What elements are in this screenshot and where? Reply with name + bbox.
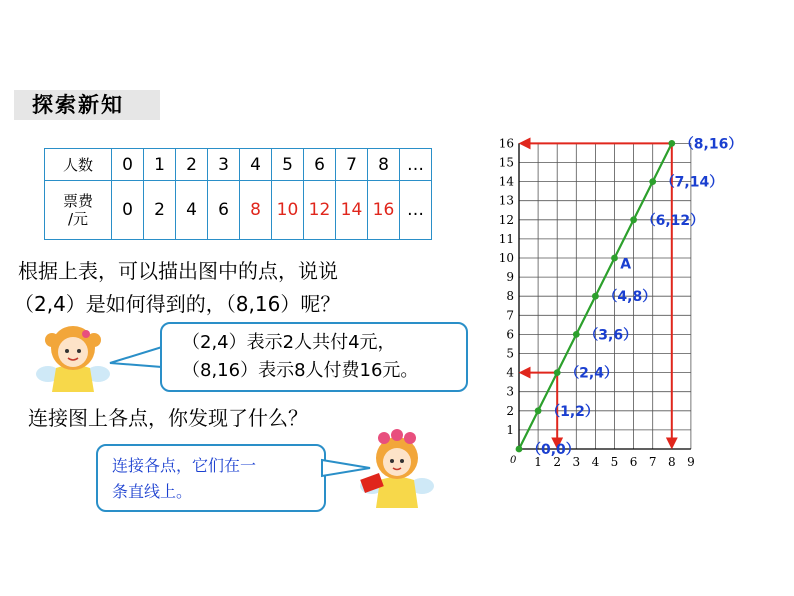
y-tick-label: 5 bbox=[506, 346, 514, 361]
table-row-people bbox=[45, 149, 432, 181]
coordinate-graph bbox=[480, 128, 743, 474]
y-tick-label: 13 bbox=[498, 193, 514, 208]
data-table bbox=[44, 148, 432, 240]
table-cell: 2 bbox=[176, 149, 208, 181]
y-tick-label: 8 bbox=[506, 289, 514, 304]
table-cell: 4 bbox=[176, 181, 208, 240]
x-tick-label: 5 bbox=[610, 455, 619, 469]
data-point bbox=[611, 255, 618, 262]
data-point bbox=[649, 178, 656, 185]
point-label: （1,2） bbox=[546, 403, 599, 420]
speech-bubble-1 bbox=[160, 322, 468, 392]
y-tick-label: 12 bbox=[498, 212, 514, 227]
girl-character-icon bbox=[34, 318, 112, 396]
table-cell: 6 bbox=[304, 149, 336, 181]
data-point bbox=[573, 331, 580, 338]
origin-label: 0 bbox=[510, 455, 517, 466]
x-tick-label: 4 bbox=[591, 455, 600, 469]
table-cell: 7 bbox=[336, 149, 368, 181]
y-tick-label: 10 bbox=[498, 251, 514, 265]
y-tick-label: 11 bbox=[498, 231, 514, 246]
x-tick-label: 6 bbox=[629, 455, 638, 469]
y-tick-label: 4 bbox=[506, 365, 514, 380]
table-cell: 5 bbox=[272, 149, 304, 181]
data-point bbox=[554, 369, 561, 376]
y-tick-label: 2 bbox=[506, 403, 514, 418]
table-cell: 4 bbox=[240, 149, 272, 181]
bubble-line: （2,4）表示2人共付4元， bbox=[182, 332, 396, 353]
table-header-fees bbox=[45, 181, 112, 240]
data-point bbox=[535, 407, 542, 414]
point-label: （0,0） bbox=[527, 442, 580, 458]
x-tick-label: 1 bbox=[534, 455, 542, 469]
table-cell: 8 bbox=[240, 181, 272, 240]
point-label: （8,16） bbox=[679, 136, 743, 153]
y-tick-label: 15 bbox=[498, 155, 514, 170]
table-row-fees bbox=[45, 181, 432, 240]
table-cell: 0 bbox=[112, 181, 144, 240]
data-point bbox=[592, 293, 599, 300]
table-cell: … bbox=[400, 149, 432, 181]
table-cell: 14 bbox=[336, 181, 368, 240]
table-cell: 1 bbox=[144, 149, 176, 181]
data-point bbox=[630, 216, 637, 223]
bubble-line: （8,16）表示8人付费16元。 bbox=[182, 360, 419, 381]
x-tick-label: 8 bbox=[667, 455, 676, 469]
y-tick-label: 9 bbox=[506, 270, 514, 285]
section-title: 探索新知 bbox=[14, 90, 160, 120]
point-label: （4,8） bbox=[603, 289, 657, 306]
table-cell: … bbox=[400, 181, 432, 240]
girl-reading-icon bbox=[356, 428, 438, 514]
table-cell: 10 bbox=[272, 181, 304, 240]
point-labels bbox=[527, 136, 742, 458]
x-tick-label: 9 bbox=[687, 455, 695, 469]
data-point bbox=[668, 140, 675, 147]
question-line-2: （2,4）是如何得到的，（8,16）呢？ bbox=[14, 292, 341, 316]
x-tick-label: 2 bbox=[553, 455, 562, 469]
table-cell: 3 bbox=[208, 149, 240, 181]
y-tick-label: 6 bbox=[506, 327, 514, 342]
header-line: /元 bbox=[67, 210, 89, 228]
y-tick-label: 1 bbox=[506, 422, 514, 437]
table-header-people: 人数 bbox=[45, 149, 112, 181]
point-label: （2,4） bbox=[565, 365, 619, 382]
bubble-line: 连接各点，它们在一 bbox=[112, 456, 257, 475]
bubble-tail bbox=[108, 345, 164, 369]
point-label: （7,14） bbox=[660, 174, 724, 191]
question-line-1: 根据上表，可以描出图中的点，说说 bbox=[18, 259, 338, 283]
line-label: A bbox=[620, 256, 632, 273]
y-tick-label: 3 bbox=[506, 384, 514, 399]
y-tick-label: 16 bbox=[498, 136, 514, 151]
header-line: 票费 bbox=[62, 192, 93, 210]
y-tick-label: 7 bbox=[506, 308, 514, 323]
x-tick-label: 3 bbox=[572, 455, 581, 469]
table-cell: 2 bbox=[144, 181, 176, 240]
table-cell: 0 bbox=[112, 149, 144, 181]
point-label: （3,6） bbox=[584, 327, 638, 344]
y-tick-label: 14 bbox=[498, 174, 514, 189]
speech-bubble-2 bbox=[96, 444, 326, 512]
x-tick-label: 7 bbox=[648, 455, 657, 469]
question-2: 连接图上各点，你发现了什么？ bbox=[28, 406, 308, 430]
point-label: （6,12） bbox=[641, 212, 705, 229]
table-cell: 16 bbox=[368, 181, 400, 240]
table-cell: 6 bbox=[208, 181, 240, 240]
data-point bbox=[516, 446, 523, 453]
bubble-line: 条直线上。 bbox=[112, 482, 193, 501]
table-cell: 12 bbox=[304, 181, 336, 240]
table-cell: 8 bbox=[368, 149, 400, 181]
